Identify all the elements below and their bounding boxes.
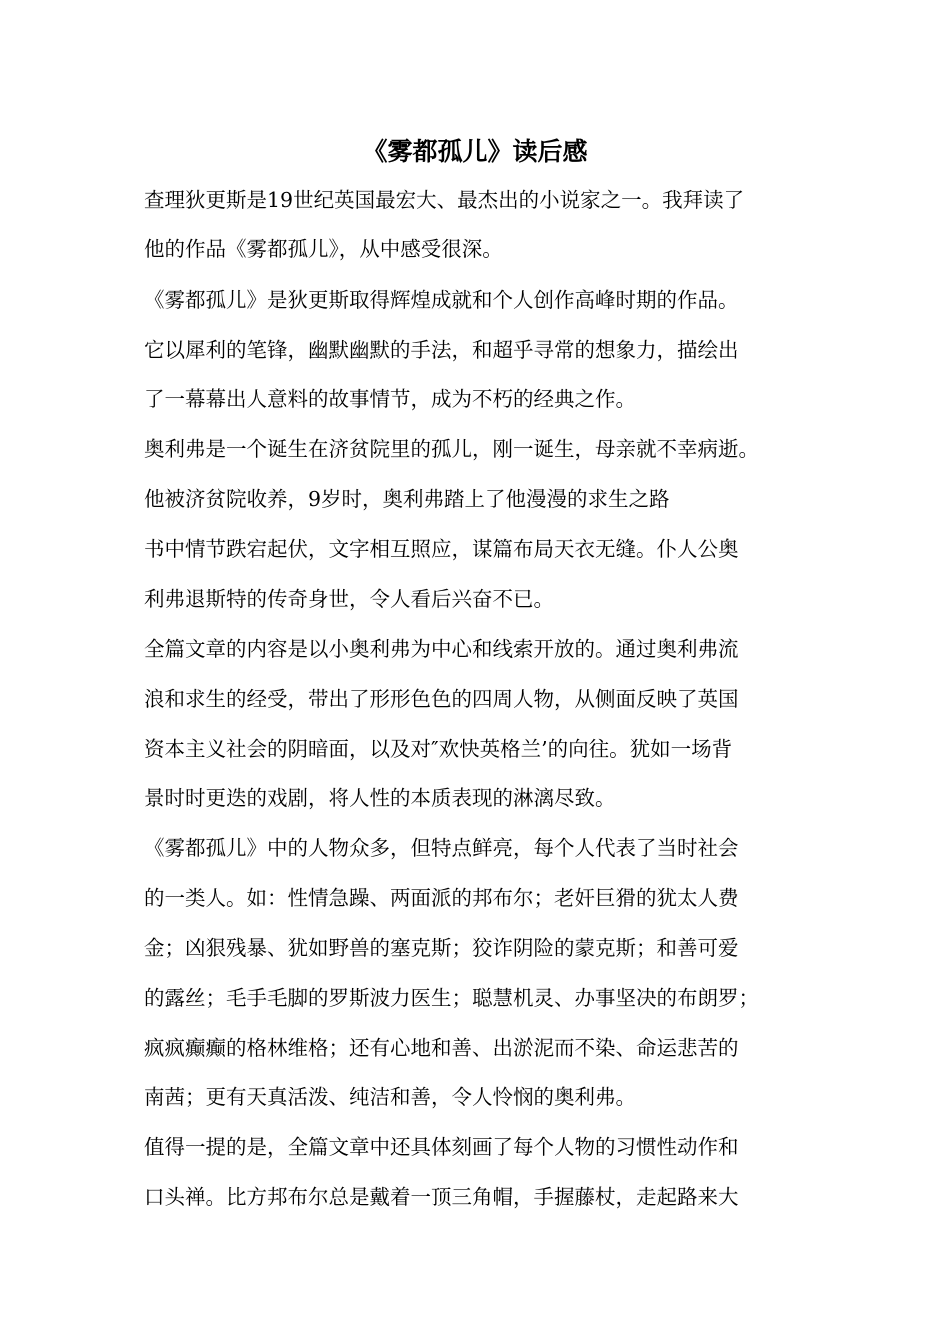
text-line: 的一类人。如：性情急躁、两面派的邦布尔；老奸巨猾的犹太人费 — [144, 886, 739, 910]
text-line: 奥利弗是一个诞生在济贫院里的孤儿，刚一诞生，母亲就不幸病逝。 — [144, 437, 759, 461]
text-line: 南茜；更有天真活泼、纯洁和善，令人怜悯的奥利弗。 — [144, 1085, 636, 1109]
text-line: 它以犀利的笔锋，幽默幽默的手法，和超乎寻常的想象力，描绘出 — [144, 338, 739, 362]
text-line: 景时时更迭的戏剧，将人性的本质表现的淋漓尽致。 — [144, 786, 616, 810]
text-line: 资本主义社会的阴暗面，以及对″欢快英格兰’的向往。犹如一场背 — [144, 737, 733, 761]
text-line: 口头禅。比方邦布尔总是戴着一顶三角帽，手握藤杖，走起路来大 — [144, 1185, 739, 1209]
text-line: 浪和求生的经受，带出了形形色色的四周人物，从侧面反映了英国 — [144, 687, 739, 711]
text-line: 他的作品《雾都孤儿》，从中感受很深。 — [144, 237, 503, 261]
document-title: 《雾都孤儿》读后感 — [362, 137, 588, 166]
text-line: 他被济贫院收养，9岁时，奥利弗踏上了他漫漫的求生之路 — [144, 487, 670, 511]
text-line: 值得一提的是，全篇文章中还具体刻画了每个人物的习惯性动作和 — [144, 1135, 739, 1159]
text-line: 了一幕幕出人意料的故事情节，成为不朽的经典之作。 — [144, 387, 636, 411]
text-line: 金；凶狠残暴、犹如野兽的塞克斯；狡诈阴险的蒙克斯；和善可爱 — [144, 936, 739, 960]
text-line: 《雾都孤儿》中的人物众多，但特点鲜亮，每个人代表了当时社会 — [144, 836, 739, 860]
text-line: 的露丝；毛手毛脚的罗斯波力医生；聪慧机灵、办事坚决的布朗罗； — [144, 986, 759, 1010]
text-line: 全篇文章的内容是以小奥利弗为中心和线索开放的。通过奥利弗流 — [144, 637, 739, 661]
text-line: 书中情节跌宕起伏，文字相互照应，谋篇布局天衣无缝。仆人公奥 — [144, 537, 739, 561]
text-line: 查理狄更斯是19世纪英国最宏大、最杰出的小说家之一。我拜读了 — [144, 188, 745, 212]
text-line: 《雾都孤儿》是狄更斯取得辉煌成就和个人创作高峰时期的作品。 — [144, 288, 739, 312]
text-line: 利弗退斯特的传奇身世，令人看后兴奋不已。 — [144, 587, 554, 611]
text-line: 疯疯癫癫的格林维格；还有心地和善、出淤泥而不染、命运悲苦的 — [144, 1036, 739, 1060]
